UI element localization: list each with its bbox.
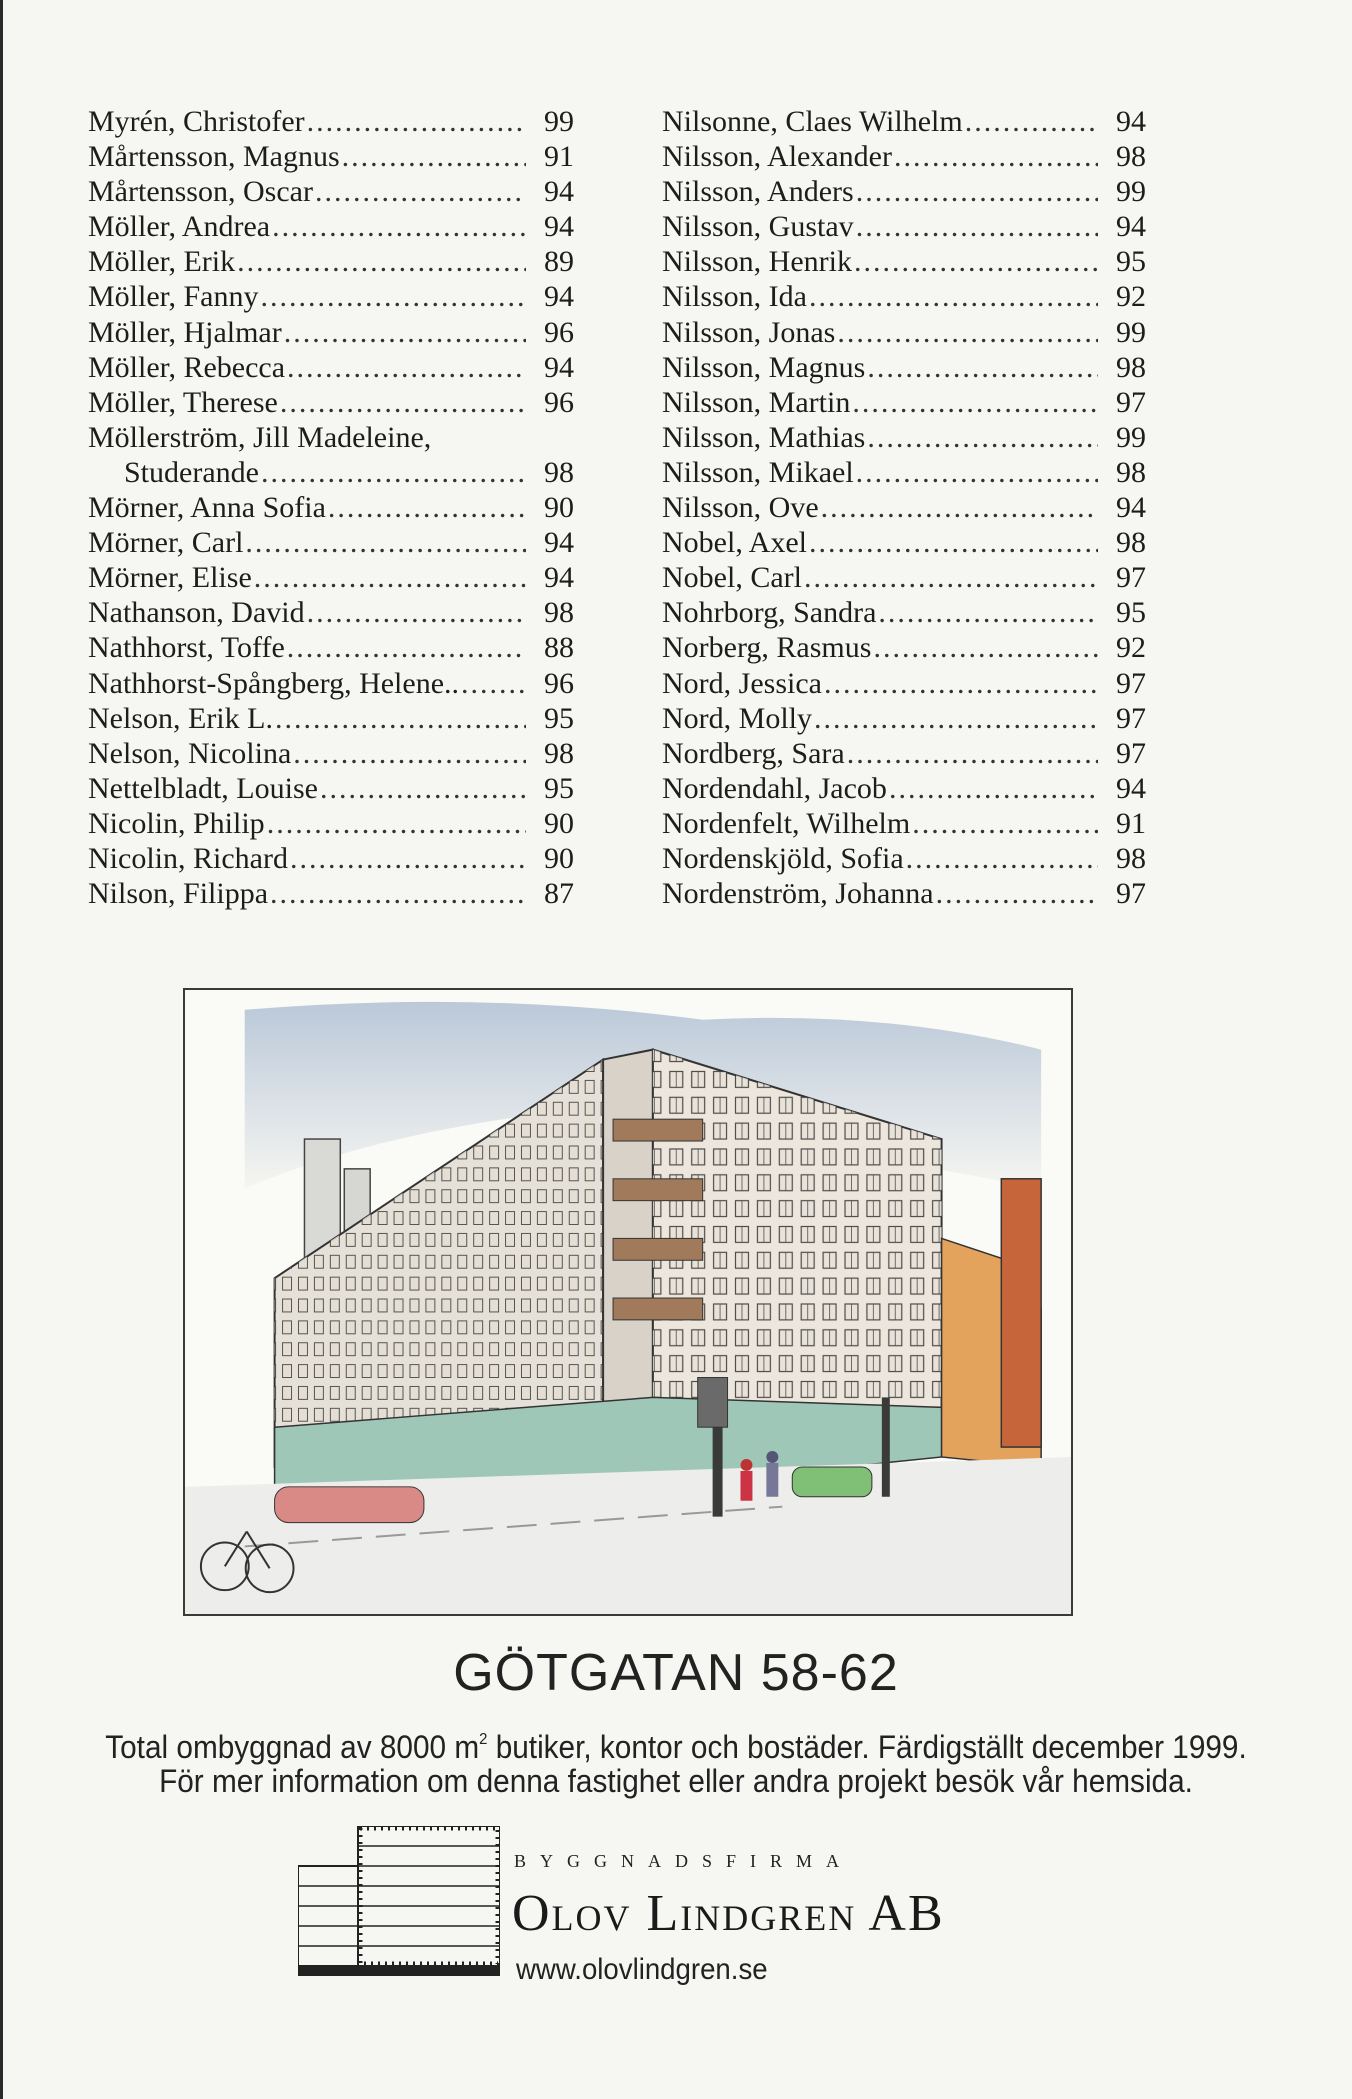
- dot-leader: [260, 279, 526, 314]
- entry-name: Nobel, Carl: [662, 561, 802, 595]
- entry-page-number: 98: [544, 455, 574, 489]
- index-entry: [662, 876, 1146, 911]
- entry-name: Nilsson, Martin: [662, 385, 851, 419]
- index-entry: [662, 139, 1146, 174]
- dot-leader: [878, 595, 1098, 630]
- entry-name: Möller, Therese: [88, 385, 278, 419]
- index-entry: [662, 174, 1146, 209]
- entry-name: Nilsson, Henrik: [662, 245, 852, 279]
- index-entry: [662, 560, 1146, 595]
- company-name: Olov Lindgren AB: [512, 1885, 945, 1942]
- entry-name: Nilsson, Mikael: [662, 455, 854, 489]
- index-entry: [88, 385, 574, 420]
- dot-leader: [315, 174, 526, 209]
- index-entry: [88, 104, 574, 139]
- name-index-left-column: [88, 104, 574, 911]
- dot-leader: [906, 841, 1098, 876]
- dot-leader: [261, 455, 526, 490]
- index-entry: [662, 244, 1146, 279]
- entry-page-number: 94: [544, 561, 574, 595]
- entry-name: Nilson, Filippa: [88, 877, 269, 911]
- entry-name: Möller, Hjalmar: [88, 315, 282, 349]
- index-entry: [662, 455, 1146, 490]
- dot-leader: [852, 385, 1098, 420]
- ad-description-text: Total ombyggnad av 8000 m: [105, 1729, 480, 1765]
- name-index-right-column: [662, 104, 1146, 911]
- entry-name: Nilsson, Gustav: [662, 210, 854, 244]
- dot-leader: [307, 595, 526, 630]
- entry-page-number: 94: [544, 280, 574, 314]
- entry-name: Nilsson, Anders: [662, 175, 854, 209]
- index-entry: [662, 666, 1146, 701]
- dot-leader: [837, 315, 1098, 350]
- entry-name: Nicolin, Richard: [88, 841, 288, 875]
- entry-page-number: 92: [1116, 280, 1146, 314]
- entry-name: Nord, Jessica: [662, 666, 822, 700]
- entry-page-number: 94: [1116, 771, 1146, 805]
- entry-name: Nilsson, Magnus: [662, 350, 866, 384]
- building-sketch: [185, 990, 1071, 1614]
- entry-name: Nilsonne, Claes Wilhelm: [662, 105, 963, 138]
- index-entry: [88, 174, 574, 209]
- entry-page-number: 97: [1116, 666, 1146, 700]
- company-logo-building: [298, 1826, 500, 1978]
- entry-page-number: 88: [544, 631, 574, 665]
- dot-leader: [809, 279, 1098, 314]
- index-entry: [88, 736, 574, 771]
- entry-name: Nilsson, Ove: [662, 491, 819, 525]
- entry-name: Nathanson, David: [88, 596, 305, 630]
- page-edge: [0, 0, 3, 2099]
- index-entry: [88, 876, 574, 911]
- entry-page-number: 98: [1116, 841, 1146, 875]
- dot-leader: [237, 244, 526, 279]
- index-entry: [662, 490, 1146, 525]
- dot-leader: [254, 560, 526, 595]
- entry-page-number: 95: [1116, 245, 1146, 279]
- dot-leader: [847, 736, 1098, 771]
- index-entry: [88, 455, 574, 490]
- index-entry: [88, 350, 574, 385]
- ad-description-line-2: För mer information om denna fastighet eller andra projekt besök vår hemsida.: [159, 1763, 1193, 1799]
- entry-name: Mörner, Carl: [88, 526, 244, 560]
- entry-page-number: 94: [544, 210, 574, 244]
- entry-name: Nordenström, Johanna: [662, 877, 934, 911]
- entry-page-number: 97: [1116, 561, 1146, 595]
- entry-page-number: 98: [544, 736, 574, 770]
- squared-superscript: 2: [479, 1731, 488, 1748]
- index-entry: [88, 666, 574, 701]
- index-entry: [88, 420, 574, 455]
- dot-leader: [461, 666, 526, 701]
- entry-page-number: 87: [544, 877, 574, 911]
- index-entry: [662, 701, 1146, 736]
- index-entry: [88, 841, 574, 876]
- entry-name: Nordenskjöld, Sofia: [662, 841, 904, 875]
- entry-name: Nordenfelt, Wilhelm: [662, 806, 911, 840]
- entry-page-number: 94: [1116, 491, 1146, 525]
- entry-name: Nohrborg, Sandra: [662, 596, 877, 630]
- entry-page-number: 94: [1116, 210, 1146, 244]
- index-entry: [662, 209, 1146, 244]
- dot-leader: [809, 525, 1098, 560]
- index-entry: [662, 525, 1146, 560]
- dot-leader: [912, 806, 1098, 841]
- dot-leader: [284, 315, 526, 350]
- entry-name: Nilsson, Ida: [662, 280, 807, 314]
- index-entry: [88, 490, 574, 525]
- entry-name: Nilsson, Mathias: [662, 420, 866, 454]
- dot-leader: [856, 209, 1098, 244]
- entry-page-number: 95: [1116, 596, 1146, 630]
- index-entry: [662, 350, 1146, 385]
- entry-name: Nathhorst-Spångberg, Helene..: [88, 666, 460, 700]
- dot-leader: [814, 701, 1098, 736]
- entry-name: Nettelbladt, Louise: [88, 771, 318, 805]
- dot-leader: [328, 490, 526, 525]
- index-entry: [662, 736, 1146, 771]
- entry-name: Möller, Andrea: [88, 210, 271, 244]
- logo-building-icon: [298, 1826, 500, 1978]
- company-tagline: BYGGNADSFIRMA: [514, 1851, 854, 1871]
- entry-page-number: 94: [1116, 105, 1146, 138]
- entry-page-number: 94: [544, 526, 574, 560]
- dot-leader: [267, 806, 526, 841]
- dot-leader: [307, 104, 526, 139]
- dot-leader: [275, 701, 526, 736]
- dot-leader: [821, 490, 1098, 525]
- entry-name: Möller, Erik: [88, 245, 236, 279]
- entry-page-number: 94: [544, 175, 574, 209]
- entry-name: Nord, Molly: [662, 701, 812, 735]
- entry-page-number: 99: [1116, 420, 1146, 454]
- index-entry: [88, 806, 574, 841]
- dot-leader: [320, 771, 526, 806]
- index-entry: [662, 630, 1146, 665]
- entry-page-number: 98: [1116, 140, 1146, 174]
- entry-name: Nobel, Axel: [662, 526, 807, 560]
- entry-page-number: 96: [544, 666, 574, 700]
- entry-page-number: 91: [544, 140, 574, 174]
- ad-description-line-1: [47, 1720, 1304, 1767]
- building-illustration: [183, 988, 1073, 1616]
- dot-leader: [936, 876, 1098, 911]
- index-entry: [662, 420, 1146, 455]
- dot-leader: [867, 350, 1098, 385]
- ad-description-text-cont: butiker, kontor och bostäder. Färdigställt december 1999.: [487, 1729, 1247, 1765]
- entry-name: Nelson, Nicolina: [88, 736, 292, 770]
- entry-name: Möller, Rebecca: [88, 350, 286, 384]
- entry-page-number: 92: [1116, 631, 1146, 665]
- dot-leader: [873, 630, 1098, 665]
- index-entry: [662, 771, 1146, 806]
- index-entry: [88, 525, 574, 560]
- index-entry: [662, 385, 1146, 420]
- company-website[interactable]: www.olovlindgren.se: [516, 1953, 768, 1986]
- property-address: GÖTGATAN 58-62: [453, 1644, 899, 1702]
- entry-page-number: 99: [1116, 175, 1146, 209]
- dot-leader: [804, 560, 1098, 595]
- dot-leader: [889, 771, 1098, 806]
- entry-name: Mörner, Elise: [88, 561, 252, 595]
- entry-name: Nathhorst, Toffe: [88, 631, 285, 665]
- dot-leader: [894, 139, 1098, 174]
- dot-leader: [290, 841, 526, 876]
- entry-name: Norberg, Rasmus: [662, 631, 872, 665]
- dot-leader: [280, 385, 526, 420]
- index-entry: [662, 279, 1146, 314]
- entry-page-number: 97: [1116, 701, 1146, 735]
- entry-page-number: 98: [1116, 350, 1146, 384]
- entry-name: Möller, Fanny: [88, 280, 259, 314]
- entry-page-number: 96: [544, 385, 574, 419]
- entry-name: Nicolin, Philip: [88, 806, 265, 840]
- entry-name: Studerande: [124, 455, 259, 489]
- dot-leader: [856, 455, 1098, 490]
- entry-name: Nordendahl, Jacob: [662, 771, 887, 805]
- index-entry: [88, 560, 574, 595]
- entry-page-number: 98: [1116, 526, 1146, 560]
- entry-page-number: 89: [544, 245, 574, 279]
- index-entry: [88, 595, 574, 630]
- entry-name: Möllerström, Jill Madeleine,: [88, 420, 432, 454]
- entry-name: Nordberg, Sara: [662, 736, 845, 770]
- entry-page-number: 96: [544, 315, 574, 349]
- dot-leader: [272, 209, 526, 244]
- entry-page-number: 98: [544, 596, 574, 630]
- index-entry: [88, 209, 574, 244]
- dot-leader: [854, 244, 1098, 279]
- entry-page-number: 97: [1116, 385, 1146, 419]
- entry-page-number: 98: [1116, 455, 1146, 489]
- entry-page-number: 90: [544, 841, 574, 875]
- dot-leader: [824, 666, 1098, 701]
- index-entry: [662, 806, 1146, 841]
- dot-leader: [867, 420, 1098, 455]
- index-entry: [88, 701, 574, 736]
- entry-name: Mårtensson, Magnus: [88, 140, 340, 174]
- index-entry: [88, 244, 574, 279]
- entry-page-number: 90: [544, 491, 574, 525]
- entry-page-number: 97: [1116, 736, 1146, 770]
- entry-page-number: 99: [1116, 315, 1146, 349]
- dot-leader: [287, 350, 526, 385]
- index-entry: [662, 315, 1146, 350]
- index-entry: [662, 104, 1146, 139]
- index-entry: [88, 315, 574, 350]
- entry-page-number: 95: [544, 771, 574, 805]
- entry-name: Nelson, Erik L.: [88, 701, 273, 735]
- dot-leader: [270, 876, 526, 911]
- entry-name: Nilsson, Jonas: [662, 315, 836, 349]
- entry-page-number: 97: [1116, 877, 1146, 911]
- entry-name: Nilsson, Alexander: [662, 140, 892, 174]
- index-entry: [662, 595, 1146, 630]
- entry-name: Mörner, Anna Sofia: [88, 491, 326, 525]
- index-entry: [88, 279, 574, 314]
- dot-leader: [245, 525, 526, 560]
- entry-page-number: 90: [544, 806, 574, 840]
- dot-leader: [965, 104, 1098, 139]
- index-entry: [88, 139, 574, 174]
- dot-leader: [287, 630, 526, 665]
- dot-leader: [342, 139, 526, 174]
- entry-name: Myrén, Christofer: [88, 105, 305, 138]
- entry-page-number: 94: [544, 350, 574, 384]
- dot-leader: [856, 174, 1098, 209]
- index-entry: [662, 841, 1146, 876]
- dot-leader: [293, 736, 526, 771]
- entry-page-number: 95: [544, 701, 574, 735]
- index-entry: [88, 771, 574, 806]
- entry-page-number: 99: [544, 105, 574, 138]
- entry-page-number: 91: [1116, 806, 1146, 840]
- index-entry: [88, 630, 574, 665]
- entry-name: Mårtensson, Oscar: [88, 175, 313, 209]
